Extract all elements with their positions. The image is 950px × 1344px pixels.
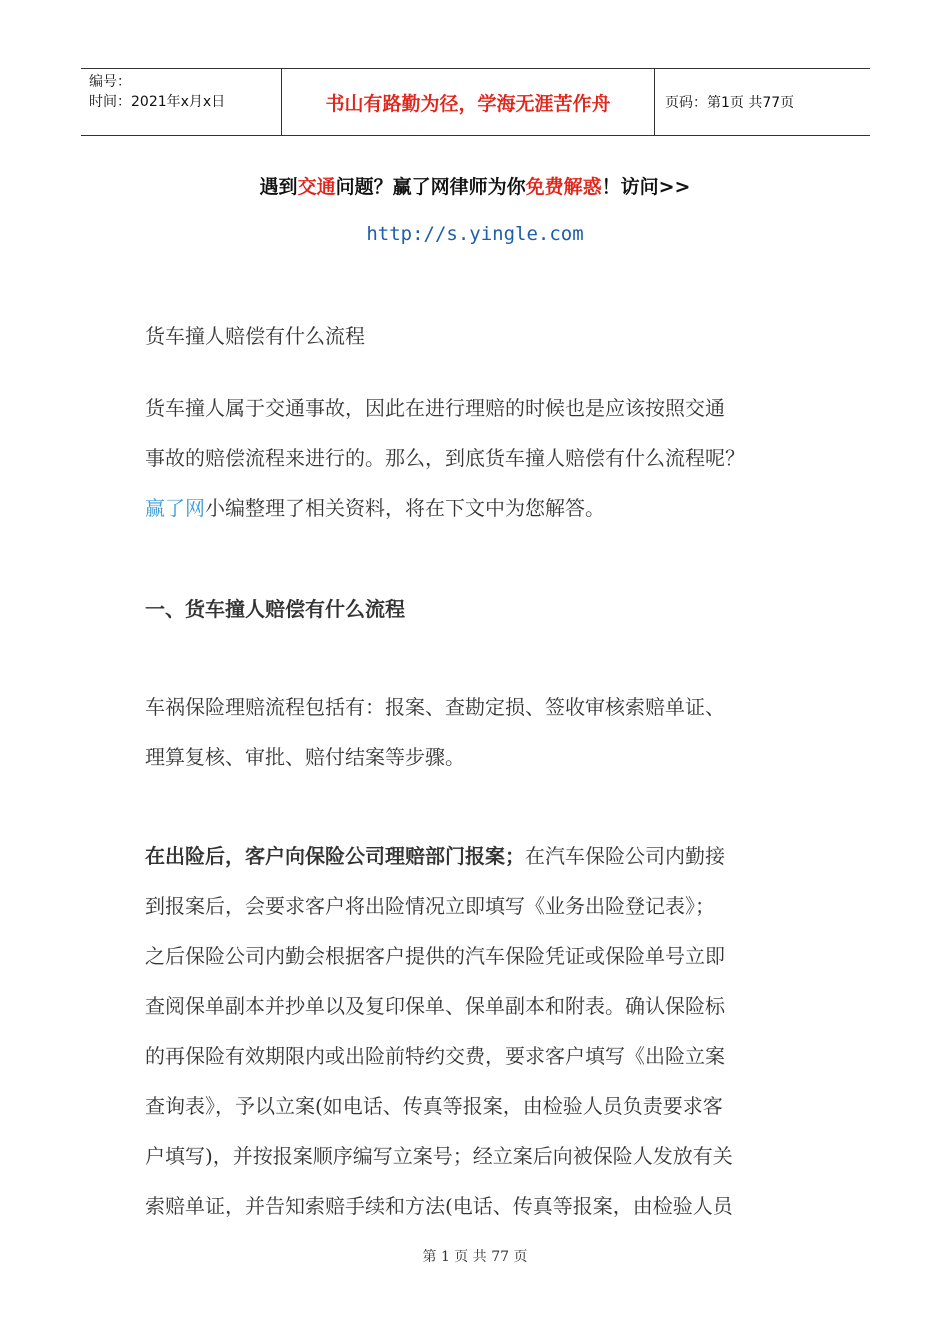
document-header <box>81 68 870 136</box>
report-bold-lead: 在出险后，客户向保险公司理赔部门报案； <box>145 844 525 868</box>
report-line: 的再保险有效期限内或出险前特约交费，要求客户填写《出险立案 <box>145 1044 725 1068</box>
steps-paragraph <box>145 682 825 782</box>
time-label: 时间：2021年x月x日 <box>89 94 226 110</box>
promo-url-link[interactable]: http://s.yingle.com <box>366 223 584 245</box>
report-line: 索赔单证，并告知索赔手续和方法(电话、传真等报案，由检验人员 <box>145 1194 733 1218</box>
header-page-info: 页码：第1页 共77页 <box>665 95 795 111</box>
section-heading: 一、货车撞人赔偿有什么流程 <box>145 597 405 621</box>
report-line: 之后保险公司内勤会根据客户提供的汽车保险凭证或保险单号立即 <box>145 944 725 968</box>
intro-paragraph <box>145 383 825 533</box>
promo-text-3: ！访问>> <box>601 176 691 198</box>
intro-line: 事故的赔偿流程来进行的。那么，到底货车撞人赔偿有什么流程呢？ <box>145 446 745 470</box>
report-line-rest: 在汽车保险公司内勤接 <box>525 844 725 868</box>
yingle-link[interactable]: 赢了网 <box>145 496 205 520</box>
article-title: 货车撞人赔偿有什么流程 <box>145 324 365 348</box>
header-meta <box>81 69 281 135</box>
header-motto: 书山有路勤为径，学海无涯苦作舟 <box>281 69 655 135</box>
promo-highlight-traffic: 交通 <box>297 176 336 198</box>
report-line <box>145 831 825 881</box>
report-line: 查询表》，予以立案(如电话、传真等报案，由检验人员负责要求客 <box>145 1094 723 1118</box>
report-line: 查阅保单副本并抄单以及复印保单、保单副本和附表。确认保险标 <box>145 994 725 1018</box>
promo-text-2: 问题？赢了网律师为你 <box>335 176 526 198</box>
report-paragraph <box>145 831 825 1231</box>
page-footer: 第 1 页 共 77 页 <box>422 1249 528 1265</box>
intro-line-rest: 小编整理了相关资料，将在下文中为您解答。 <box>205 496 605 520</box>
number-label: 编号： <box>89 74 131 90</box>
steps-line: 理算复核、审批、赔付结案等步骤。 <box>145 745 465 769</box>
intro-line: 货车撞人属于交通事故，因此在进行理赔的时候也是应该按照交通 <box>145 396 725 420</box>
steps-line: 车祸保险理赔流程包括有：报案、查勘定损、签收审核索赔单证、 <box>145 695 725 719</box>
promo-text-1: 遇到 <box>259 176 298 198</box>
report-line: 户填写)，并按报案顺序编写立案号；经立案后向被保险人发放有关 <box>145 1144 733 1168</box>
promo-highlight-free: 免费解惑 <box>525 176 602 198</box>
promo-banner[interactable] <box>0 172 950 199</box>
report-line: 到报案后，会要求客户将出险情况立即填写《业务出险登记表》； <box>145 894 715 918</box>
intro-line <box>145 483 825 533</box>
